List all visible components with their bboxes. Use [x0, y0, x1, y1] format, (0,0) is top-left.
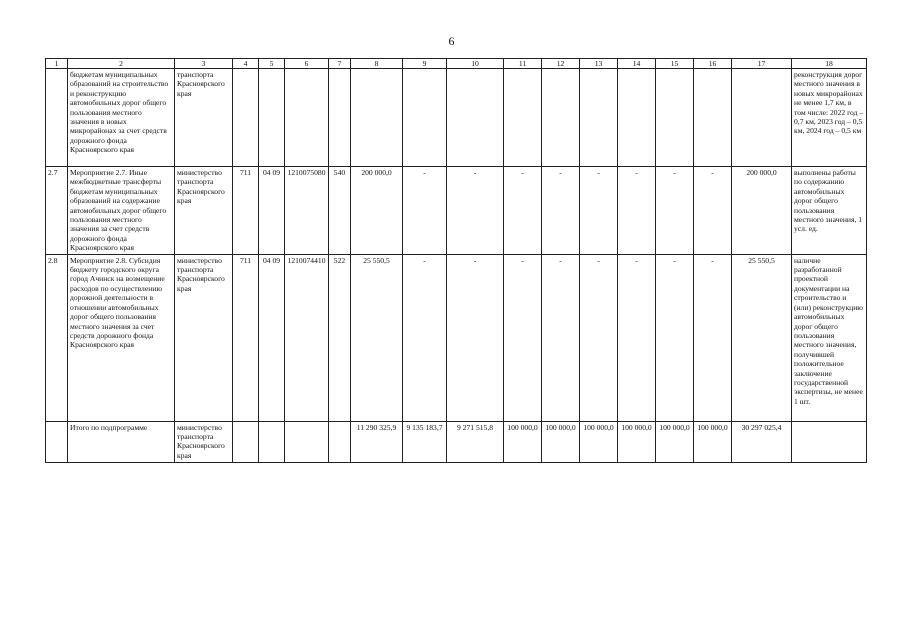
column-number: 6 [285, 59, 329, 69]
column-number: 16 [694, 59, 732, 69]
column-number-row [46, 59, 867, 69]
column-number: 11 [504, 59, 542, 69]
column-number: 12 [542, 59, 580, 69]
amount-cell [403, 69, 447, 167]
csr-code: 1210074410 [285, 254, 329, 421]
amount-cell: - [694, 254, 732, 421]
measure-name: Мероприятие 2.8. Субсидия бюджету городского округа город Ачинск на возмещение расходов по осуществлению дорожной деятельности в отношении автомобильных дорог общего пользования местного значения за счет средств дорожного фонда Красноярского края [68, 254, 175, 421]
amount-cell: - [504, 254, 542, 421]
total-cell: 200 000,0 [732, 167, 792, 255]
vr-code [329, 69, 351, 167]
vr-code [329, 421, 351, 462]
amount-cell [618, 69, 656, 167]
measure-name: Мероприятие 2.7. Иные межбюджетные трансферты бюджетам муниципальных образований на содержание автомобильных дорог общего пользования местного значения за счет средств дорожного фонда Красноярского края [68, 167, 175, 255]
csr-code [285, 69, 329, 167]
amount-cell: 100 000,0 [618, 421, 656, 462]
grbs-code [233, 421, 259, 462]
executor: министерство транспорта Красноярского края [175, 254, 233, 421]
table-row [46, 69, 867, 167]
total-cell: 30 297 025,4 [732, 421, 792, 462]
rzpr-code [259, 69, 285, 167]
column-number: 15 [656, 59, 694, 69]
amount-cell: 100 000,0 [694, 421, 732, 462]
column-number: 17 [732, 59, 792, 69]
amount-cell: 9 135 183,7 [403, 421, 447, 462]
amount-cell: - [504, 167, 542, 255]
executor: министерство транспорта Красноярского края [175, 167, 233, 255]
amount-cell: - [403, 167, 447, 255]
column-number: 2 [68, 59, 175, 69]
amount-cell [351, 69, 403, 167]
amount-cell: - [580, 254, 618, 421]
rzpr-code: 04 09 [259, 254, 285, 421]
column-number: 10 [447, 59, 504, 69]
column-number: 8 [351, 59, 403, 69]
amount-cell: - [618, 254, 656, 421]
row-number [46, 421, 68, 462]
row-number: 2.7 [46, 167, 68, 255]
amount-cell: 100 000,0 [656, 421, 694, 462]
subtotal-row [46, 421, 867, 462]
program-table [45, 58, 867, 463]
expected-result: реконструкция дорог местного значения в новых микрорайонах не менее 1,7 км, в том числе: 2022 год – 0,7 км, 2023 год – 0,5 км, 2024 год – 0,5 км [792, 69, 867, 167]
amount-cell: 9 271 515,8 [447, 421, 504, 462]
amount-cell: - [542, 167, 580, 255]
vr-code: 522 [329, 254, 351, 421]
column-number: 3 [175, 59, 233, 69]
column-number: 13 [580, 59, 618, 69]
amount-cell [656, 69, 694, 167]
table-row [46, 167, 867, 255]
amount-cell: - [542, 254, 580, 421]
page-number: 6 [448, 34, 455, 48]
column-number: 4 [233, 59, 259, 69]
executor: министерство транспорта Красноярского края [175, 421, 233, 462]
amount-cell: 200 000,0 [351, 167, 403, 255]
amount-cell: - [580, 167, 618, 255]
expected-result: наличие разработанной проектной документации на строительство и (или) реконструкцию автомобильных дорог общего пользования местного значения, получившей положительное заключение государственной экспертизы, не менее 1 шт. [792, 254, 867, 421]
rzpr-code [259, 421, 285, 462]
column-number: 1 [46, 59, 68, 69]
amount-cell: 100 000,0 [580, 421, 618, 462]
grbs-code [233, 69, 259, 167]
amount-cell: 11 290 325,9 [351, 421, 403, 462]
expected-result [792, 421, 867, 462]
amount-cell [447, 69, 504, 167]
column-number: 5 [259, 59, 285, 69]
amount-cell: - [403, 254, 447, 421]
total-cell: 25 550,5 [732, 254, 792, 421]
amount-cell: - [656, 167, 694, 255]
measure-name: Итого по подпрограмме [68, 421, 175, 462]
row-number: 2.8 [46, 254, 68, 421]
amount-cell: - [656, 254, 694, 421]
column-number: 18 [792, 59, 867, 69]
amount-cell: - [694, 167, 732, 255]
total-cell [732, 69, 792, 167]
csr-code: 1210075080 [285, 167, 329, 255]
amount-cell [694, 69, 732, 167]
amount-cell: - [618, 167, 656, 255]
expected-result: выполнены работы по содержанию автомобильных дорог общего пользования местного значения, 1 усл. ед. [792, 167, 867, 255]
column-number: 14 [618, 59, 656, 69]
amount-cell [542, 69, 580, 167]
amount-cell: 100 000,0 [542, 421, 580, 462]
grbs-code: 711 [233, 167, 259, 255]
amount-cell: - [447, 167, 504, 255]
grbs-code: 711 [233, 254, 259, 421]
column-number: 9 [403, 59, 447, 69]
row-number [46, 69, 68, 167]
rzpr-code: 04 09 [259, 167, 285, 255]
measure-name: бюджетам муниципальных образований на строительство и реконструкцию автомобильных дорог общего пользования местного значения в новых микрорайонах за счет средств дорожного фонда Красноярского края [68, 69, 175, 167]
table-row [46, 254, 867, 421]
amount-cell [504, 69, 542, 167]
amount-cell [580, 69, 618, 167]
vr-code: 540 [329, 167, 351, 255]
amount-cell: - [447, 254, 504, 421]
column-number: 7 [329, 59, 351, 69]
csr-code [285, 421, 329, 462]
amount-cell: 100 000,0 [504, 421, 542, 462]
amount-cell: 25 550,5 [351, 254, 403, 421]
executor: транспорта Красноярского края [175, 69, 233, 167]
